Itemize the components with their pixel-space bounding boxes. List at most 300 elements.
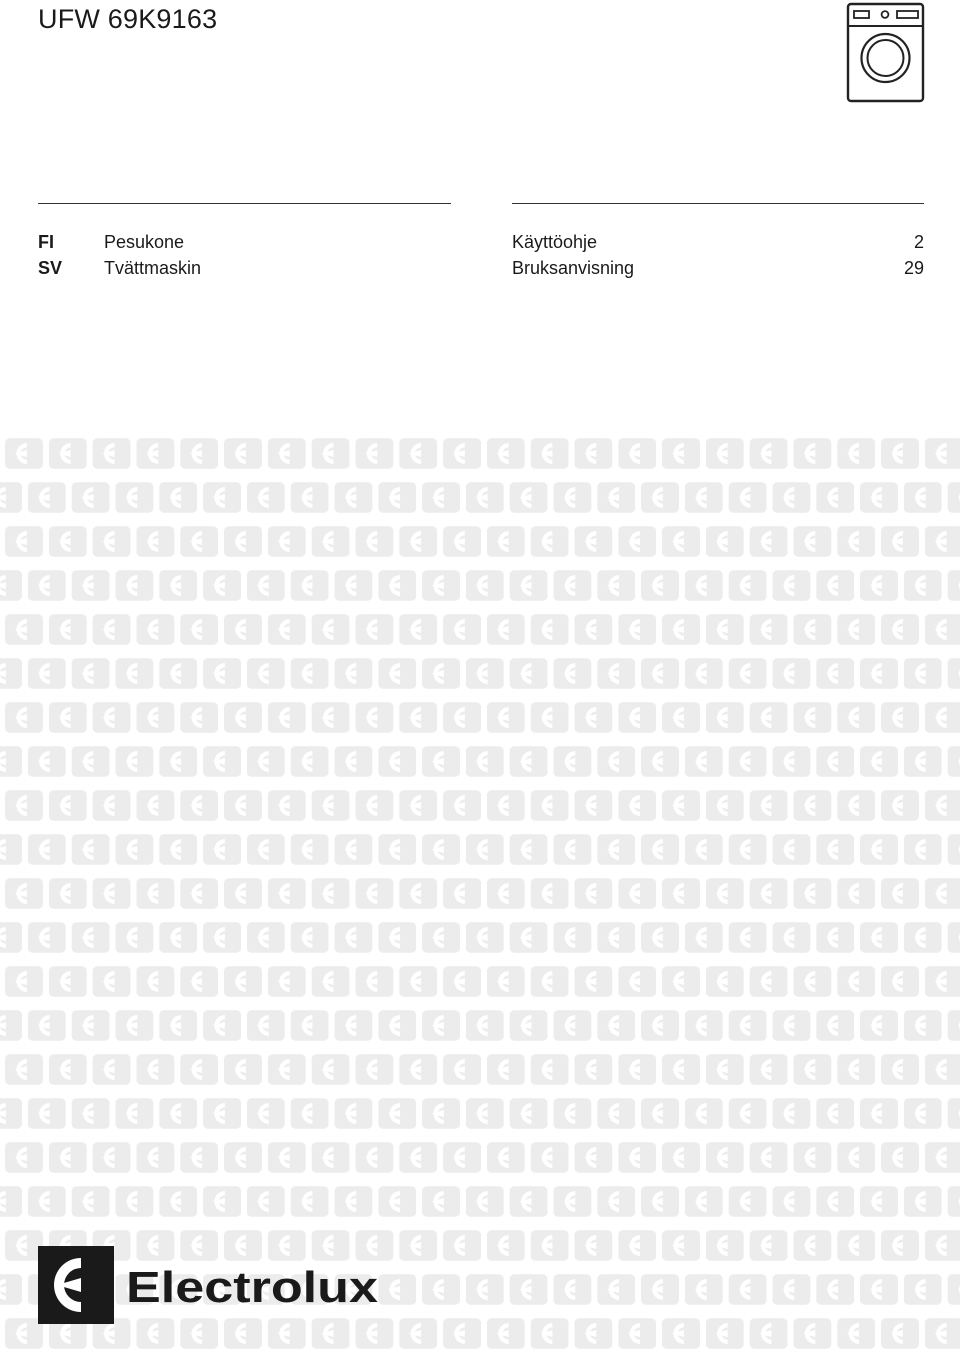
divider-right [512, 203, 924, 204]
electrolux-logo-icon [159, 1098, 197, 1128]
electrolux-logo-icon [291, 746, 329, 776]
electrolux-logo-icon [49, 438, 87, 468]
electrolux-logo-icon [685, 1274, 723, 1304]
electrolux-logo-icon [378, 1186, 416, 1216]
electrolux-logo-icon [816, 1186, 854, 1216]
electrolux-logo-icon [574, 614, 612, 644]
electrolux-logo-icon [860, 570, 898, 600]
electrolux-logo-icon [224, 790, 262, 820]
electrolux-logo-icon [203, 1186, 241, 1216]
electrolux-logo-icon [355, 1142, 393, 1172]
electrolux-logo-icon [247, 1010, 285, 1040]
electrolux-logo-icon [291, 482, 329, 512]
electrolux-logo-icon [574, 1318, 612, 1348]
electrolux-logo-icon [574, 1230, 612, 1260]
electrolux-logo-icon [49, 1142, 87, 1172]
electrolux-logo-icon [487, 1230, 525, 1260]
electrolux-logo-icon [948, 1098, 960, 1128]
electrolux-logo-icon [881, 966, 919, 996]
electrolux-logo-icon [72, 922, 110, 952]
electrolux-logo-icon [925, 438, 960, 468]
electrolux-logo-icon [837, 702, 875, 732]
electrolux-logo-icon [837, 1054, 875, 1084]
electrolux-logo-icon [597, 482, 635, 512]
electrolux-logo-icon [115, 1098, 153, 1128]
electrolux-logo-icon [816, 746, 854, 776]
electrolux-logo-icon [618, 614, 656, 644]
electrolux-logo-icon [816, 1098, 854, 1128]
electrolux-logo-icon [334, 570, 372, 600]
electrolux-logo-icon [685, 570, 723, 600]
electrolux-logo-icon [662, 790, 700, 820]
electrolux-logo-icon [93, 702, 131, 732]
electrolux-logo-icon [816, 570, 854, 600]
electrolux-logo-icon [399, 526, 437, 556]
electrolux-logo-icon [510, 1274, 548, 1304]
electrolux-logo-icon [247, 658, 285, 688]
electrolux-logo-icon [641, 1098, 679, 1128]
electrolux-logo-icon [706, 526, 744, 556]
electrolux-logo-icon [510, 834, 548, 864]
electrolux-logo-icon [685, 1186, 723, 1216]
electrolux-logo-icon [662, 1142, 700, 1172]
electrolux-logo-icon [750, 1230, 788, 1260]
electrolux-logo-icon [531, 966, 569, 996]
electrolux-logo-icon [816, 1010, 854, 1040]
electrolux-logo-icon [729, 482, 767, 512]
electrolux-logo-icon [247, 1098, 285, 1128]
electrolux-logo-icon [312, 1054, 350, 1084]
brand-name: Electrolux [126, 1263, 379, 1312]
language-code: FI [38, 232, 54, 252]
electrolux-logo-icon [816, 922, 854, 952]
electrolux-logo-icon [574, 702, 612, 732]
electrolux-logo-icon [574, 966, 612, 996]
electrolux-logo-icon [772, 1010, 810, 1040]
electrolux-logo-icon [28, 482, 66, 512]
electrolux-logo-icon [0, 834, 22, 864]
electrolux-logo-icon [860, 922, 898, 952]
electrolux-logo-icon [729, 570, 767, 600]
electrolux-logo-icon [618, 1054, 656, 1084]
electrolux-logo-icon [0, 658, 22, 688]
electrolux-logo-icon [443, 966, 481, 996]
electrolux-logo-icon [93, 966, 131, 996]
electrolux-logo-icon [706, 1230, 744, 1260]
electrolux-logo-icon [312, 438, 350, 468]
electrolux-logo-icon [706, 1318, 744, 1348]
electrolux-logo-icon [203, 834, 241, 864]
electrolux-logo-icon [28, 922, 66, 952]
electrolux-logo-icon [881, 1318, 919, 1348]
electrolux-logo-icon [662, 1230, 700, 1260]
electrolux-logo-icon [574, 1054, 612, 1084]
electrolux-logo-icon [618, 966, 656, 996]
electrolux-logo-icon [793, 614, 831, 644]
electrolux-logo-icon [904, 570, 942, 600]
electrolux-logo-icon [597, 1098, 635, 1128]
electrolux-logo-icon [0, 1186, 22, 1216]
electrolux-logo-icon [793, 438, 831, 468]
electrolux-logo-icon [180, 878, 218, 908]
electrolux-logo-icon [641, 746, 679, 776]
electrolux-logo-icon [597, 746, 635, 776]
electrolux-logo-icon [510, 746, 548, 776]
electrolux-logo-icon [793, 1054, 831, 1084]
electrolux-logo-icon [399, 614, 437, 644]
electrolux-logo-icon [816, 834, 854, 864]
electrolux-logo-icon [662, 438, 700, 468]
electrolux-logo-icon [0, 1098, 22, 1128]
electrolux-logo-icon [291, 1186, 329, 1216]
electrolux-logo-icon [837, 790, 875, 820]
electrolux-logo-icon [180, 1142, 218, 1172]
electrolux-logo-icon [378, 658, 416, 688]
electrolux-logo-icon [136, 790, 174, 820]
electrolux-logo-icon [247, 746, 285, 776]
electrolux-logo-icon [5, 1054, 43, 1084]
electrolux-logo-icon [115, 658, 153, 688]
electrolux-logo-icon [750, 438, 788, 468]
electrolux-logo-icon [268, 526, 306, 556]
electrolux-logo-icon [860, 482, 898, 512]
model-title: UFW 69K9163 [38, 4, 218, 34]
electrolux-logo-icon [291, 570, 329, 600]
electrolux-logo-icon [597, 1186, 635, 1216]
electrolux-logo-icon [136, 614, 174, 644]
electrolux-logo-icon [531, 438, 569, 468]
electrolux-logo-icon [422, 658, 460, 688]
electrolux-logo-icon [706, 614, 744, 644]
electrolux-logo-icon [641, 922, 679, 952]
electrolux-logo-icon [685, 658, 723, 688]
electrolux-logo-icon [0, 922, 22, 952]
electrolux-logo-icon [355, 878, 393, 908]
electrolux-logo-icon [750, 1054, 788, 1084]
electrolux-logo-icon [662, 614, 700, 644]
electrolux-logo-icon [772, 834, 810, 864]
electrolux-logo-icon [49, 614, 87, 644]
electrolux-logo-icon [115, 922, 153, 952]
electrolux-logo-icon [925, 878, 960, 908]
electrolux-logo-icon [793, 702, 831, 732]
electrolux-logo-icon [180, 614, 218, 644]
electrolux-logo-icon [510, 922, 548, 952]
electrolux-logo-icon [837, 1230, 875, 1260]
divider-left [38, 203, 451, 204]
electrolux-logo-icon [662, 1318, 700, 1348]
electrolux-logo-icon [334, 1186, 372, 1216]
electrolux-logo-icon [49, 966, 87, 996]
electrolux-logo-icon [750, 702, 788, 732]
electrolux-logo-icon [793, 1230, 831, 1260]
electrolux-logo-icon [443, 878, 481, 908]
electrolux-logo-icon [793, 1142, 831, 1172]
electrolux-logo-icon [49, 1054, 87, 1084]
electrolux-logo-icon [750, 878, 788, 908]
electrolux-logo-icon [772, 570, 810, 600]
electrolux-logo-icon [93, 526, 131, 556]
electrolux-logo-icon [881, 614, 919, 644]
electrolux-logo-icon [399, 438, 437, 468]
electrolux-logo-icon [422, 1186, 460, 1216]
electrolux-logo-icon [443, 790, 481, 820]
electrolux-logo-icon [268, 790, 306, 820]
document-title: Bruksanvisning [512, 258, 635, 278]
electrolux-logo-icon [729, 1098, 767, 1128]
electrolux-logo-icon [268, 966, 306, 996]
electrolux-logo-icon [268, 1054, 306, 1084]
electrolux-logo-icon [378, 746, 416, 776]
electrolux-logo-icon [531, 878, 569, 908]
electrolux-logo-icon [772, 1186, 810, 1216]
electrolux-logo-icon [553, 570, 591, 600]
language-code: SV [38, 258, 63, 278]
electrolux-logo-icon [422, 1010, 460, 1040]
electrolux-logo-icon [487, 438, 525, 468]
electrolux-logo-icon [510, 1098, 548, 1128]
electrolux-logo-icon [203, 1010, 241, 1040]
electrolux-logo-icon [706, 702, 744, 732]
electrolux-logo-icon [487, 702, 525, 732]
electrolux-logo-icon [574, 878, 612, 908]
electrolux-logo-icon [729, 1274, 767, 1304]
electrolux-logo-icon [159, 1186, 197, 1216]
electrolux-logo-icon [729, 1010, 767, 1040]
electrolux-logo-icon [28, 834, 66, 864]
electrolux-logo-icon [531, 790, 569, 820]
electrolux-logo-icon [904, 1098, 942, 1128]
electrolux-logo-icon [378, 922, 416, 952]
electrolux-logo-icon [948, 482, 960, 512]
page-number: 2 [913, 232, 924, 252]
electrolux-logo-icon [750, 614, 788, 644]
electrolux-logo-icon [378, 834, 416, 864]
electrolux-logo-icon [72, 570, 110, 600]
electrolux-logo-icon [948, 834, 960, 864]
electrolux-logo-icon [93, 1142, 131, 1172]
washing-machine-icon [845, 2, 925, 104]
electrolux-logo-icon [662, 526, 700, 556]
electrolux-logo-icon [881, 1230, 919, 1260]
electrolux-logo-icon [422, 746, 460, 776]
electrolux-logo-icon [72, 746, 110, 776]
electrolux-logo-icon [443, 1318, 481, 1348]
electrolux-logo-icon [662, 878, 700, 908]
electrolux-logo-icon [837, 438, 875, 468]
electrolux-logo-icon [443, 1142, 481, 1172]
electrolux-logo-icon [443, 1230, 481, 1260]
electrolux-logo-icon [466, 482, 504, 512]
electrolux-logo-icon [487, 1318, 525, 1348]
electrolux-logo-icon [443, 1054, 481, 1084]
electrolux-logo-icon [837, 614, 875, 644]
electrolux-logo-icon [816, 482, 854, 512]
electrolux-logo-icon [510, 1186, 548, 1216]
electrolux-logo-icon [5, 878, 43, 908]
electrolux-logo-icon [93, 878, 131, 908]
logo-pattern-background [0, 434, 960, 1353]
electrolux-logo-icon [750, 526, 788, 556]
electrolux-logo-icon [618, 438, 656, 468]
electrolux-logo-icon [487, 878, 525, 908]
electrolux-logo-icon [312, 1142, 350, 1172]
electrolux-logo-icon [159, 570, 197, 600]
electrolux-logo-icon [860, 746, 898, 776]
electrolux-logo-icon [115, 570, 153, 600]
electrolux-logo-icon [203, 922, 241, 952]
electrolux-logo-icon [574, 1142, 612, 1172]
electrolux-logo-icon [5, 526, 43, 556]
electrolux-logo-icon [224, 614, 262, 644]
electrolux-logo-icon [772, 482, 810, 512]
electrolux-logo-icon [948, 922, 960, 952]
electrolux-logo-icon [925, 1230, 960, 1260]
electrolux-logo-icon [28, 1010, 66, 1040]
electrolux-logo-icon [399, 966, 437, 996]
electrolux-logo-icon [816, 1274, 854, 1304]
electrolux-logo-icon [378, 482, 416, 512]
electrolux-logo-icon [93, 614, 131, 644]
electrolux-logo-icon [399, 1230, 437, 1260]
electrolux-logo-icon [793, 966, 831, 996]
electrolux-logo-icon [247, 834, 285, 864]
electrolux-logo-icon [553, 922, 591, 952]
electrolux-logo-icon [466, 1010, 504, 1040]
electrolux-logo-icon [0, 1274, 22, 1304]
electrolux-logo-icon [487, 1142, 525, 1172]
electrolux-logo-icon [247, 570, 285, 600]
electrolux-logo-icon [291, 1010, 329, 1040]
electrolux-logo-icon [750, 966, 788, 996]
electrolux-logo-icon [553, 834, 591, 864]
electrolux-logo-icon [881, 790, 919, 820]
electrolux-logo-icon [641, 834, 679, 864]
electrolux-logo-icon [793, 878, 831, 908]
electrolux-logo-icon [904, 746, 942, 776]
electrolux-logo-icon [662, 1054, 700, 1084]
electrolux-logo-icon [925, 614, 960, 644]
electrolux-logo-icon [312, 526, 350, 556]
electrolux-logo-icon [247, 922, 285, 952]
electrolux-logo-icon [948, 1274, 960, 1304]
electrolux-logo-icon [531, 1230, 569, 1260]
electrolux-logo-icon [72, 834, 110, 864]
electrolux-logo-icon [136, 878, 174, 908]
electrolux-logo-icon [618, 702, 656, 732]
electrolux-logo-icon [334, 1098, 372, 1128]
electrolux-logo-icon [399, 1142, 437, 1172]
electrolux-logo-icon [422, 482, 460, 512]
electrolux-logo-icon [312, 702, 350, 732]
electrolux-logo-icon [531, 702, 569, 732]
electrolux-logo-icon [5, 790, 43, 820]
electrolux-logo-icon [487, 966, 525, 996]
electrolux-logo-icon [948, 1186, 960, 1216]
electrolux-logo-icon [618, 790, 656, 820]
electrolux-logo-icon [553, 482, 591, 512]
electrolux-logo-icon [531, 614, 569, 644]
electrolux-logo-icon [312, 966, 350, 996]
electrolux-logo-icon [750, 1142, 788, 1172]
electrolux-logo-icon [925, 526, 960, 556]
electrolux-logo-icon [597, 1010, 635, 1040]
electrolux-logo-icon [72, 658, 110, 688]
electrolux-logo-icon [487, 1054, 525, 1084]
electrolux-logo-icon [247, 1186, 285, 1216]
electrolux-logo-icon [553, 1098, 591, 1128]
electrolux-logo-icon [948, 746, 960, 776]
electrolux-logo-icon [729, 922, 767, 952]
electrolux-logo-icon [28, 658, 66, 688]
electrolux-logo-icon [224, 878, 262, 908]
electrolux-logo-icon [837, 878, 875, 908]
electrolux-logo-icon [466, 570, 504, 600]
electrolux-logo-icon [115, 834, 153, 864]
electrolux-logo-icon [662, 702, 700, 732]
electrolux-logo-icon [904, 1010, 942, 1040]
product-name: Pesukone [104, 232, 185, 252]
electrolux-logo-icon [618, 526, 656, 556]
electrolux-logo-icon [466, 1186, 504, 1216]
electrolux-logo-icon [553, 746, 591, 776]
electrolux-logo-icon [925, 1142, 960, 1172]
electrolux-logo-icon [685, 746, 723, 776]
electrolux-logo-icon [597, 834, 635, 864]
electrolux-logo-icon [247, 482, 285, 512]
electrolux-logo-icon [399, 1318, 437, 1348]
electrolux-logo-icon [641, 658, 679, 688]
brand-logo [38, 1246, 383, 1324]
electrolux-logo-icon [466, 658, 504, 688]
electrolux-logo-icon [224, 966, 262, 996]
electrolux-logo-icon [925, 790, 960, 820]
electrolux-logo-icon [510, 658, 548, 688]
electrolux-logo-icon [422, 1274, 460, 1304]
electrolux-logo-icon [706, 1054, 744, 1084]
electrolux-logo-icon [641, 1186, 679, 1216]
electrolux-logo-icon [399, 702, 437, 732]
electrolux-logo-icon [136, 438, 174, 468]
electrolux-logo-icon [180, 702, 218, 732]
electrolux-logo-icon [553, 658, 591, 688]
electrolux-logo-icon [180, 1054, 218, 1084]
page-number: 29 [903, 258, 924, 278]
electrolux-logo-icon [618, 1318, 656, 1348]
electrolux-logo-icon [793, 526, 831, 556]
electrolux-logo-icon [378, 1098, 416, 1128]
electrolux-logo-icon [268, 438, 306, 468]
electrolux-logo-icon [510, 482, 548, 512]
electrolux-logo-icon [399, 878, 437, 908]
electrolux-logo-icon [5, 702, 43, 732]
electrolux-logo-icon [0, 570, 22, 600]
electrolux-logo-icon [422, 922, 460, 952]
electrolux-logo-icon [793, 1318, 831, 1348]
electrolux-logo-icon [706, 438, 744, 468]
electrolux-logo-icon [180, 790, 218, 820]
electrolux-logo-icon [355, 438, 393, 468]
electrolux-logo-icon [0, 746, 22, 776]
electrolux-logo-icon [49, 702, 87, 732]
electrolux-logo-icon [618, 878, 656, 908]
electrolux-logo-icon [729, 834, 767, 864]
electrolux-logo-icon [531, 1054, 569, 1084]
electrolux-logo-icon [224, 1054, 262, 1084]
electrolux-logo-icon [553, 1010, 591, 1040]
electrolux-logo-icon [641, 482, 679, 512]
electrolux-logo-icon [115, 1186, 153, 1216]
